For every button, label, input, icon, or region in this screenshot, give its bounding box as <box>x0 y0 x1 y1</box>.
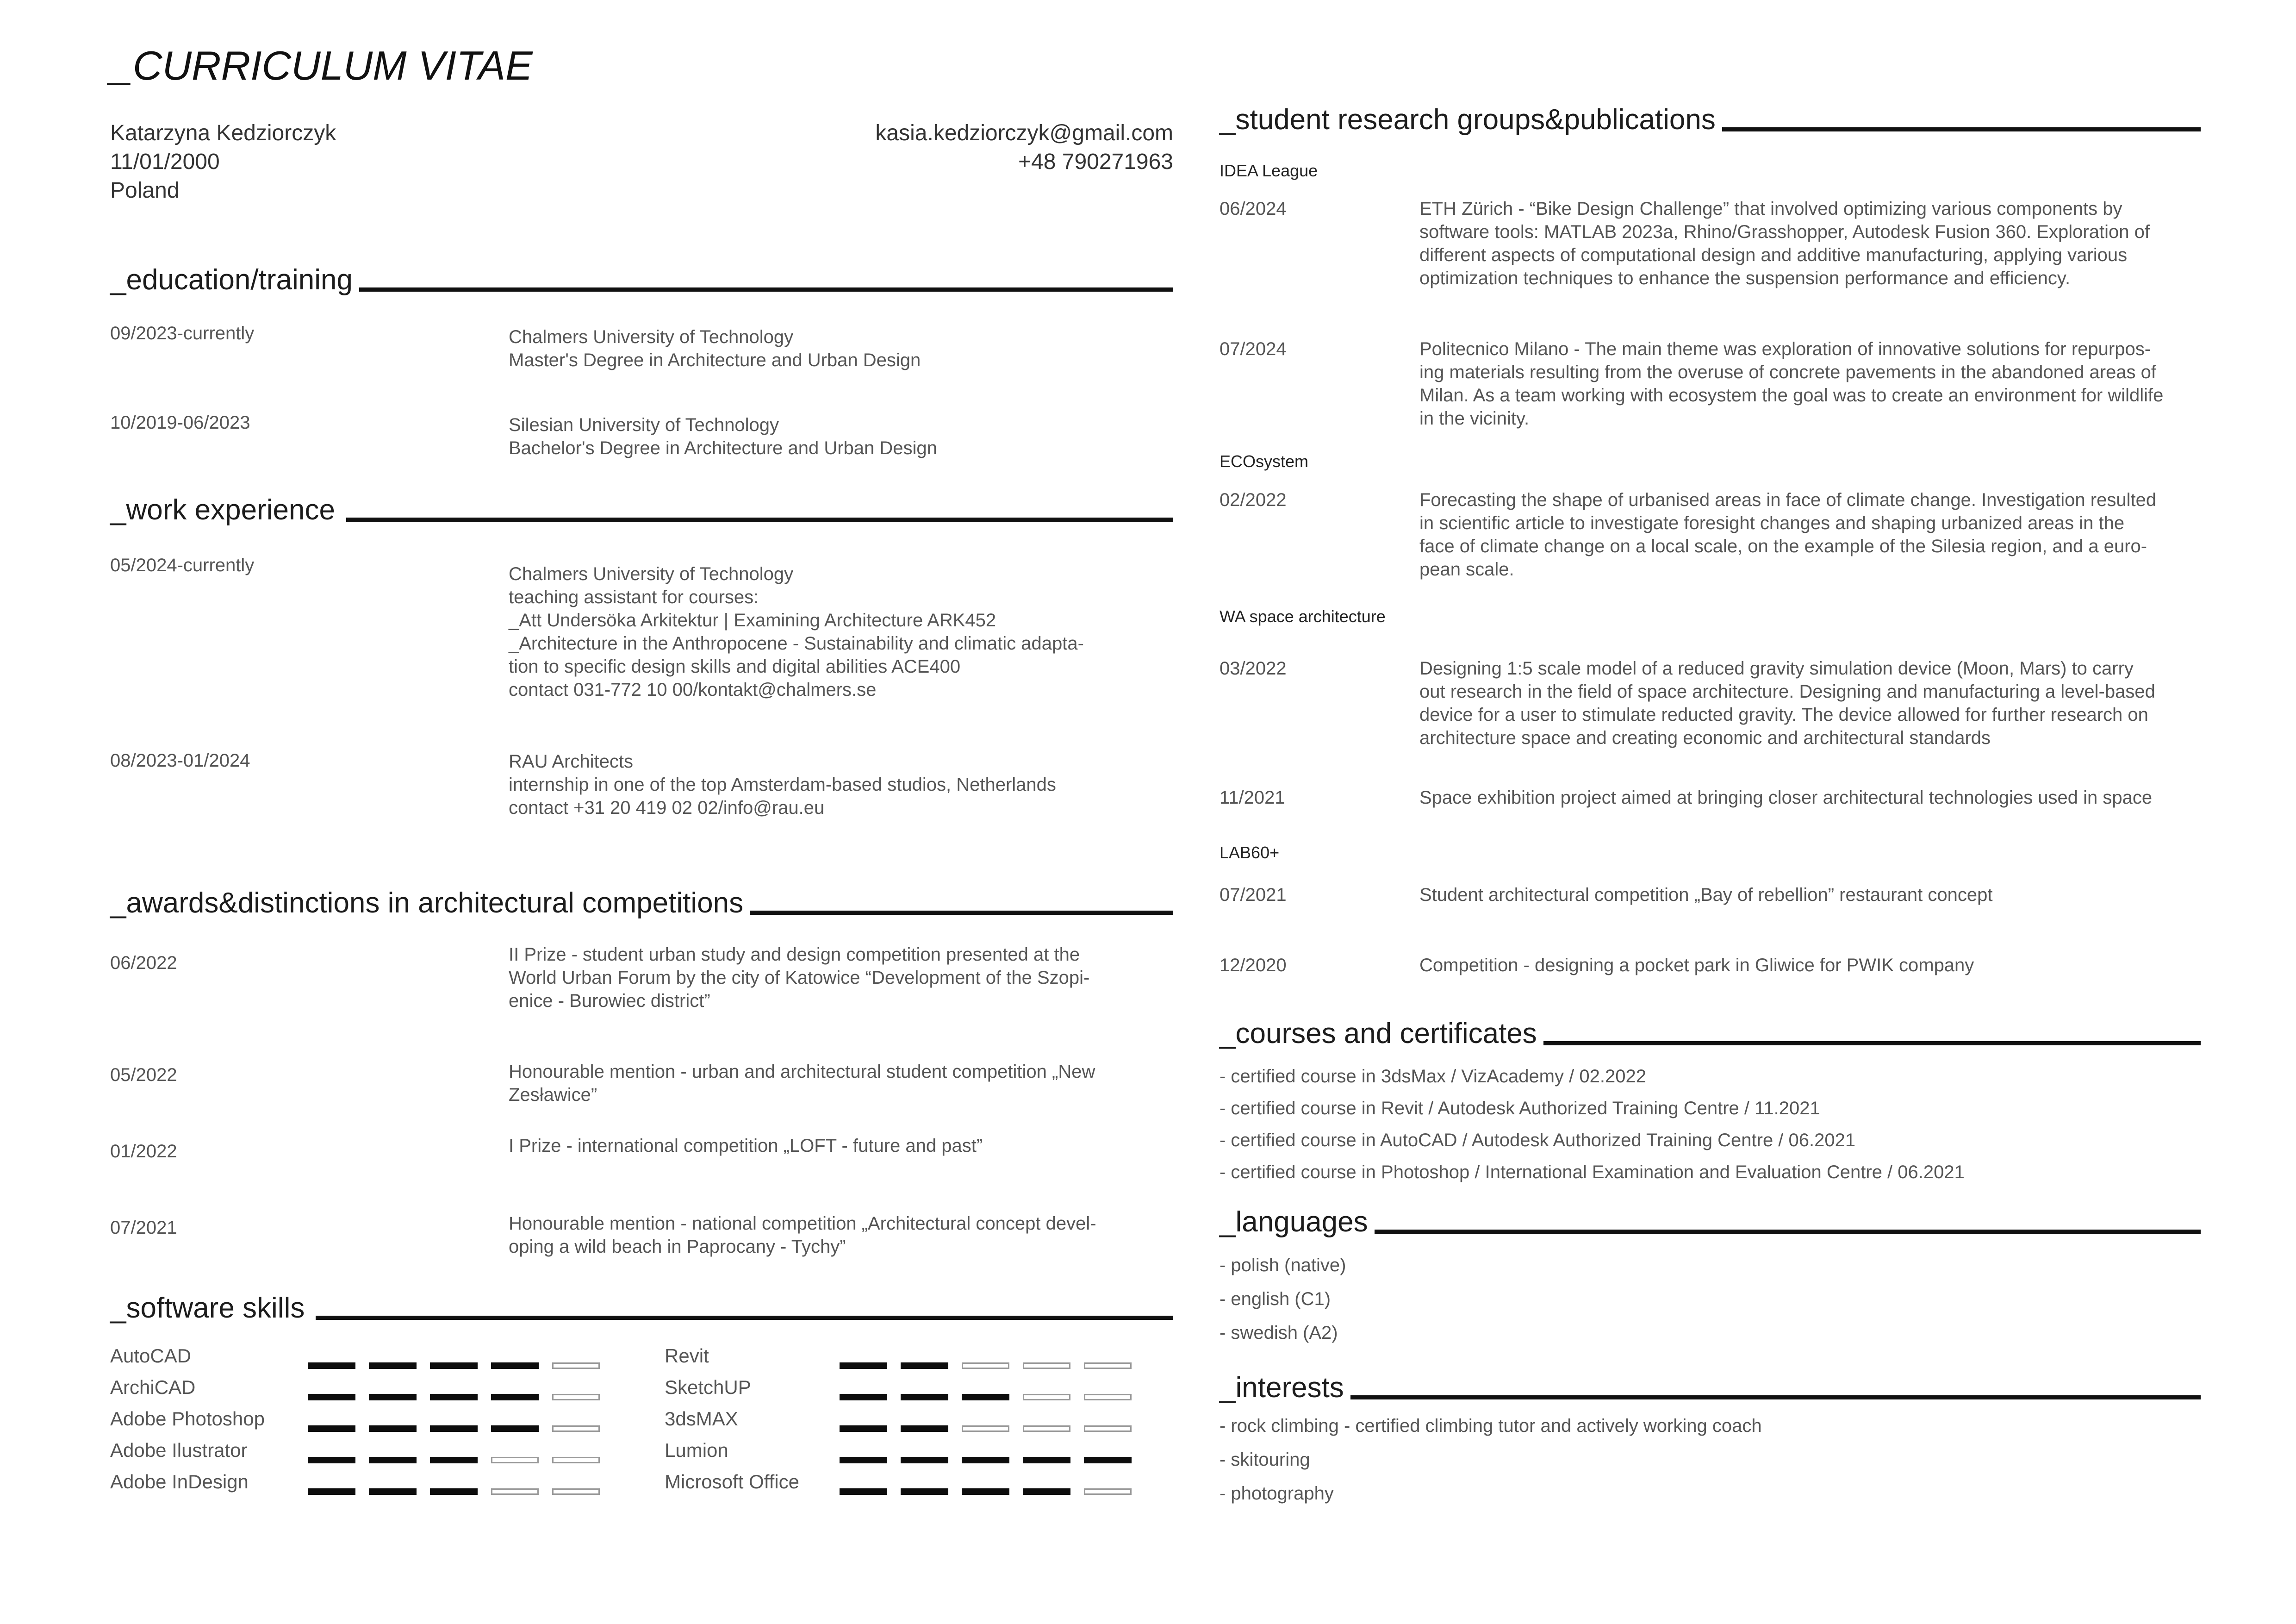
skill-segment-filled <box>308 1457 355 1463</box>
cv-title: _CURRICULUM VITAE <box>110 43 533 88</box>
course-item: - certified course in Photoshop / International Examination and Evaluation Centre / 06.2021 <box>1220 1162 1965 1182</box>
skill-segment-filled <box>840 1362 887 1369</box>
work-line: teaching assistant for courses: <box>509 587 759 607</box>
skill-level <box>308 1394 600 1400</box>
interests-heading-rule <box>1350 1395 2201 1399</box>
education-description <box>509 325 1173 372</box>
research-line: Space exhibition project aimed at bringing closer architectural technologies used in space <box>1419 787 2153 808</box>
interest-item: - skitouring <box>1220 1449 1310 1470</box>
interests-heading-text: _interests <box>1220 1372 1344 1404</box>
award-line: World Urban Forum by the city of Katowice “Development of the Szopi- <box>509 968 1090 988</box>
research-date: 07/2024 <box>1220 339 1287 359</box>
skill-segment-filled <box>840 1425 887 1432</box>
research-line: in scientific article to investigate foresight changes and shaping urbanized areas in the <box>1419 513 2125 533</box>
research-line: out research in the field of space architecture. Designing and manufacturing a level-based <box>1419 681 2155 702</box>
skill-segment-filled <box>308 1362 355 1369</box>
language-item: - polish (native) <box>1220 1255 1346 1275</box>
skill-segment-filled <box>901 1488 948 1495</box>
research-date: 07/2021 <box>1220 885 1287 905</box>
research-line: optimization techniques to enhance the suspension performance and efficiency. <box>1419 268 2071 288</box>
skill-level <box>840 1362 1132 1369</box>
language-item: - swedish (A2) <box>1220 1323 1338 1343</box>
research-heading-text: _student research groups&publications <box>1220 104 1716 136</box>
courses-heading-rule <box>1543 1041 2201 1045</box>
education-date: 09/2023-currently <box>110 323 255 344</box>
skill-segment-filled <box>369 1457 417 1463</box>
skill-segment-filled <box>1023 1488 1070 1495</box>
research-heading-rule <box>1722 127 2201 131</box>
skill-level <box>840 1394 1132 1400</box>
skill-segment-filled <box>369 1362 417 1369</box>
research-description <box>1419 488 2201 581</box>
skill-segment-filled <box>962 1394 1009 1400</box>
skill-segment-empty <box>1023 1362 1070 1369</box>
skill-segment-filled <box>430 1362 478 1369</box>
skill-segment-empty <box>491 1488 539 1495</box>
skill-segment-empty <box>1084 1425 1132 1432</box>
personal-email[interactable]: kasia.kedziorczyk@gmail.com <box>875 121 1173 145</box>
award-description <box>509 1134 1173 1157</box>
skill-name: Adobe InDesign <box>110 1471 249 1493</box>
research-description <box>1419 954 2201 977</box>
skill-segment-filled <box>369 1425 417 1432</box>
work-line: Chalmers University of Technology <box>509 564 794 584</box>
award-line: II Prize - student urban study and design competition presented at the <box>509 944 1080 965</box>
personal-phone: +48 790271963 <box>1018 150 1173 174</box>
research-date: 02/2022 <box>1220 490 1287 510</box>
research-line: architecture space and creating economic and architectural standards <box>1419 728 1991 748</box>
award-line: enice - Burowiec district” <box>509 991 710 1011</box>
work-heading-rule <box>346 518 1173 522</box>
skill-segment-filled <box>369 1488 417 1495</box>
award-date: 05/2022 <box>110 1065 177 1085</box>
skill-name: ArchiCAD <box>110 1376 196 1398</box>
skill-level <box>308 1362 600 1369</box>
skill-name: Adobe Ilustrator <box>110 1439 248 1461</box>
skill-segment-filled <box>962 1488 1009 1495</box>
research-line: device for a user to stimulate reducted gravity. The device allowed for further research on <box>1419 705 2148 725</box>
skill-level <box>308 1457 600 1463</box>
work-line: _Architecture in the Anthropocene - Sustainability and climatic adapta- <box>509 633 1084 654</box>
research-line: Milan. As a team working with ecosystem the goal was to create an environment for wildlife <box>1419 385 2164 406</box>
research-date: 03/2022 <box>1220 658 1287 679</box>
education-description <box>509 413 1173 460</box>
education-line: Bachelor's Degree in Architecture and Urban Design <box>509 438 937 458</box>
skill-name: 3dsMAX <box>665 1408 738 1430</box>
skill-segment-empty <box>1023 1425 1070 1432</box>
skill-segment-filled <box>308 1488 355 1495</box>
research-date: 06/2024 <box>1220 199 1287 219</box>
languages-heading <box>1220 1208 2201 1237</box>
award-description <box>509 1060 1173 1106</box>
skill-level <box>840 1488 1132 1495</box>
research-group-name: LAB60+ <box>1220 843 1280 862</box>
skill-name: Revit <box>665 1345 709 1367</box>
skill-segment-filled <box>430 1457 478 1463</box>
work-description <box>509 750 1173 819</box>
award-line: Honourable mention - urban and architectural student competition „New <box>509 1062 1095 1082</box>
skill-segment-filled <box>491 1425 539 1432</box>
research-line: Forecasting the shape of urbanised areas in face of climate change. Investigation resulted <box>1419 490 2157 510</box>
skill-segment-empty <box>1084 1362 1132 1369</box>
research-line: in the vicinity. <box>1419 408 1530 429</box>
skill-segment-filled <box>901 1362 948 1369</box>
award-date: 06/2022 <box>110 953 177 973</box>
skill-segment-filled <box>840 1394 887 1400</box>
research-date: 11/2021 <box>1220 787 1285 808</box>
award-line: oping a wild beach in Paprocany - Tychy” <box>509 1237 846 1257</box>
research-line: Designing 1:5 scale model of a reduced gravity simulation device (Moon, Mars) to carry <box>1419 658 2134 679</box>
work-line: contact +31 20 419 02 02/info@rau.eu <box>509 798 825 818</box>
research-date: 12/2020 <box>1220 955 1287 975</box>
research-line: ing materials resulting from the overuse of concrete pavements in the abandoned areas of <box>1419 362 2157 382</box>
skill-segment-filled <box>491 1394 539 1400</box>
personal-name: Katarzyna Kedziorczyk <box>110 121 336 145</box>
personal-country: Poland <box>110 178 180 203</box>
research-group-name: ECOsystem <box>1220 452 1309 471</box>
research-line: Student architectural competition „Bay of rebellion” restaurant concept <box>1419 885 1993 905</box>
skill-name: SketchUP <box>665 1376 751 1398</box>
skill-segment-empty <box>962 1425 1009 1432</box>
skill-segment-filled <box>430 1394 478 1400</box>
skill-segment-empty <box>1084 1394 1132 1400</box>
skill-segment-filled <box>840 1488 887 1495</box>
skill-segment-filled <box>1084 1457 1132 1463</box>
skill-name: Microsoft Office <box>665 1471 799 1493</box>
education-line: Chalmers University of Technology <box>509 327 794 347</box>
skill-segment-filled <box>901 1425 948 1432</box>
research-line: pean scale. <box>1419 559 1514 580</box>
languages-heading-text: _languages <box>1220 1206 1368 1238</box>
research-description <box>1419 786 2215 809</box>
skill-segment-filled <box>369 1394 417 1400</box>
award-line: Zesławice” <box>509 1085 597 1105</box>
research-line: face of climate change on a local scale, on the example of the Silesia region, and a euro- <box>1419 536 2147 556</box>
work-date: 08/2023-01/2024 <box>110 750 250 771</box>
skill-segment-empty <box>552 1457 600 1463</box>
research-description <box>1419 337 2201 430</box>
software-heading <box>110 1294 1173 1323</box>
skill-segment-filled <box>491 1362 539 1369</box>
skill-segment-filled <box>430 1425 478 1432</box>
language-item: - english (C1) <box>1220 1289 1331 1309</box>
work-description <box>509 562 1173 701</box>
skill-segment-empty <box>552 1394 600 1400</box>
skill-segment-empty <box>491 1457 539 1463</box>
research-description <box>1419 883 2201 906</box>
research-line: software tools: MATLAB 2023a, Rhino/Grasshopper, Autodesk Fusion 360. Exploration of <box>1419 222 2150 242</box>
course-item: - certified course in AutoCAD / Autodesk Authorized Training Centre / 06.2021 <box>1220 1130 1856 1150</box>
award-date: 07/2021 <box>110 1218 177 1238</box>
research-line: Competition - designing a pocket park in Gliwice for PWIK company <box>1419 955 1974 975</box>
skill-name: Lumion <box>665 1439 728 1461</box>
skill-level <box>840 1425 1132 1432</box>
work-line: RAU Architects <box>509 751 633 772</box>
skill-segment-filled <box>308 1394 355 1400</box>
skill-segment-empty <box>1084 1488 1132 1495</box>
work-heading <box>110 496 1173 525</box>
skill-level <box>840 1457 1132 1463</box>
research-description <box>1419 197 2201 290</box>
software-heading-text: _software skills <box>110 1292 305 1324</box>
work-line: contact 031-772 10 00/kontakt@chalmers.se <box>509 680 877 700</box>
languages-heading-rule <box>1375 1230 2201 1234</box>
research-line: ETH Zürich - “Bike Design Challenge” that involved optimizing various components by <box>1419 199 2122 219</box>
award-line: I Prize - international competition „LOFT - future and past” <box>509 1136 983 1156</box>
research-line: different aspects of computational design and additive manufacturing, applying various <box>1419 245 2128 265</box>
education-date: 10/2019-06/2023 <box>110 412 250 433</box>
research-group-name: IDEA League <box>1220 161 1318 180</box>
interest-item: - rock climbing - certified climbing tutor and actively working coach <box>1220 1416 1762 1436</box>
awards-heading-text: _awards&distinctions in architectural competitions <box>110 887 744 919</box>
skill-segment-empty <box>1023 1394 1070 1400</box>
awards-heading-rule <box>750 911 1173 915</box>
interest-item: - photography <box>1220 1483 1334 1504</box>
education-heading-rule <box>359 287 1173 292</box>
work-line: internship in one of the top Amsterdam-based studios, Netherlands <box>509 775 1056 795</box>
course-item: - certified course in 3dsMax / VizAcademy / 02.2022 <box>1220 1066 1646 1087</box>
skill-segment-filled <box>901 1457 948 1463</box>
skill-segment-filled <box>962 1457 1009 1463</box>
education-line: Master's Degree in Architecture and Urban Design <box>509 350 921 370</box>
award-date: 01/2022 <box>110 1141 177 1162</box>
interests-heading <box>1220 1374 2201 1402</box>
skill-segment-empty <box>552 1362 600 1369</box>
research-heading <box>1220 106 2201 134</box>
education-heading <box>110 266 1173 294</box>
education-line: Silesian University of Technology <box>509 415 779 435</box>
personal-birthdate: 11/01/2000 <box>110 150 220 174</box>
skill-level <box>308 1425 600 1432</box>
education-heading-text: _education/training <box>110 264 353 296</box>
award-description <box>509 1212 1173 1258</box>
skill-segment-filled <box>1023 1457 1070 1463</box>
skill-segment-empty <box>552 1425 600 1432</box>
skill-segment-empty <box>552 1488 600 1495</box>
skill-name: Adobe Photoshop <box>110 1408 265 1430</box>
software-heading-rule <box>316 1316 1173 1320</box>
award-description <box>509 943 1173 1012</box>
course-item: - certified course in Revit / Autodesk Authorized Training Centre / 11.2021 <box>1220 1098 1820 1118</box>
research-line: Politecnico Milano - The main theme was exploration of innovative solutions for repurpos- <box>1419 339 2151 359</box>
skill-segment-filled <box>840 1457 887 1463</box>
award-line: Honourable mention - national competition „Architectural concept devel- <box>509 1213 1096 1234</box>
work-line: tion to specific design skills and digital abilities ACE400 <box>509 656 961 677</box>
skill-segment-filled <box>430 1488 478 1495</box>
courses-heading <box>1220 1019 2201 1048</box>
research-description <box>1419 657 2201 750</box>
skill-level <box>308 1488 600 1495</box>
skill-segment-empty <box>962 1362 1009 1369</box>
work-heading-text: _work experience <box>110 494 335 526</box>
work-line: _Att Undersöka Arkitektur | Examining Architecture ARK452 <box>509 610 996 631</box>
skill-segment-filled <box>901 1394 948 1400</box>
skill-segment-filled <box>308 1425 355 1432</box>
work-date: 05/2024-currently <box>110 555 255 575</box>
skill-name: AutoCAD <box>110 1345 192 1367</box>
research-group-name: WA space architecture <box>1220 607 1386 626</box>
courses-heading-text: _courses and certificates <box>1220 1018 1537 1049</box>
awards-heading <box>110 889 1173 918</box>
